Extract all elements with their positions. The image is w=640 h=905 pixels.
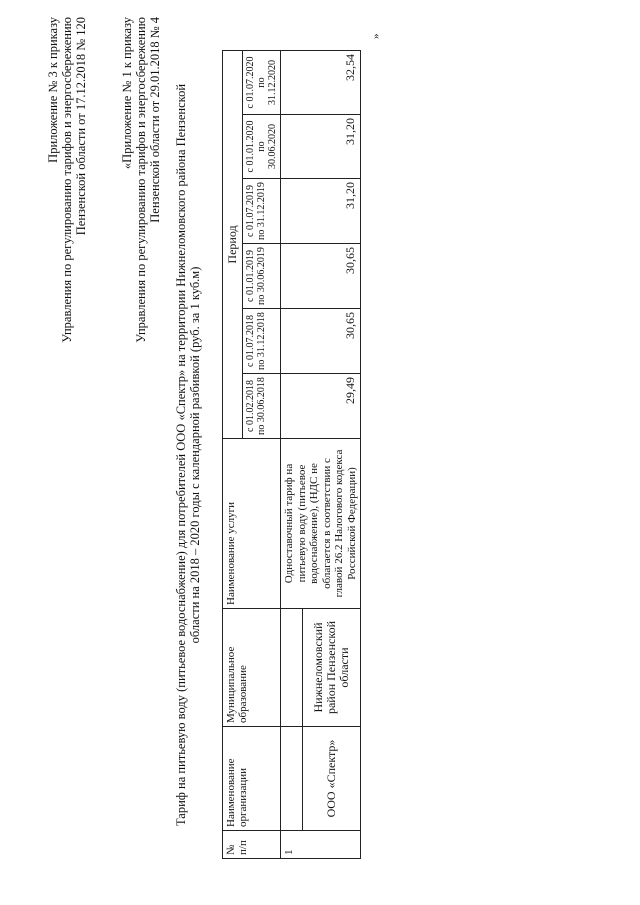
amended-header-line2: Управления по регулированию тарифов и энергосбережению: [134, 17, 148, 343]
appendix-header-line1: Приложение № 3 к приказу: [46, 17, 60, 163]
document-title-line2: области на 2018 – 2020 годы с календарной разбивкой (руб. за 1 куб.м): [188, 266, 202, 644]
period-header: с 01.07.2018 по 31.12.2018: [243, 309, 281, 374]
period-header: с 01.02.2018 по 30.06.2018: [243, 374, 281, 439]
tariff-value: 30,65: [281, 309, 361, 374]
service-description: Одноставочный тариф на питьевую воду (питьевое водоснабжение), (НДС не облагается в соответствии с главой 26.2 Налогового кодекса Российской Федерации): [281, 439, 361, 609]
col-header-municipality: Муниципальное образование: [223, 609, 281, 727]
appendix-header-line3: Пензенской области от 17.12.2018 № 120: [74, 17, 88, 236]
empty-cell: [281, 727, 303, 831]
row-number: 1: [281, 831, 361, 859]
document-title-line1: Тариф на питьевую воду (питьевое водоснабжение) для потребителей ООО «Спектр» на территории Нижнеломовского района Пензенской: [174, 83, 188, 827]
organization-name: ООО «Спектр»: [303, 727, 361, 831]
period-header: с 01.01.2020 по 30.06.2020: [243, 115, 281, 179]
tariff-table: [222, 50, 361, 859]
tariff-value: 31,20: [281, 115, 361, 179]
table-header-row: [223, 51, 243, 859]
empty-cell: [281, 609, 303, 727]
col-header-organization: Наименование организации: [223, 727, 281, 831]
period-header: с 01.01.2019 по 30.06.2019: [243, 244, 281, 309]
amended-header-line3: Пензенской области от 29.01.2018 № 4: [148, 17, 162, 223]
tariff-value: 29,49: [281, 374, 361, 439]
tariff-value: 32,54: [281, 51, 361, 115]
appendix-header-line2: Управления по регулированию тарифов и энергосбережению: [60, 17, 74, 343]
closing-quote-mark: »: [370, 33, 382, 39]
col-header-number: № п/п: [223, 831, 281, 859]
tariff-value: 31,20: [281, 179, 361, 244]
table-number-row: [281, 51, 303, 859]
municipality-name: Нижнеломовский район Пензенской области: [303, 609, 361, 727]
col-header-period: Период: [223, 51, 243, 439]
amended-header-line1: «Приложение № 1 к приказу: [120, 17, 134, 170]
tariff-value: 30,65: [281, 244, 361, 309]
period-header: с 01.07.2020 по 31.12.2020: [243, 51, 281, 115]
col-header-service: Наименование услуги: [223, 439, 281, 609]
period-header: с 01.07.2019 по 31.12.2019: [243, 179, 281, 244]
